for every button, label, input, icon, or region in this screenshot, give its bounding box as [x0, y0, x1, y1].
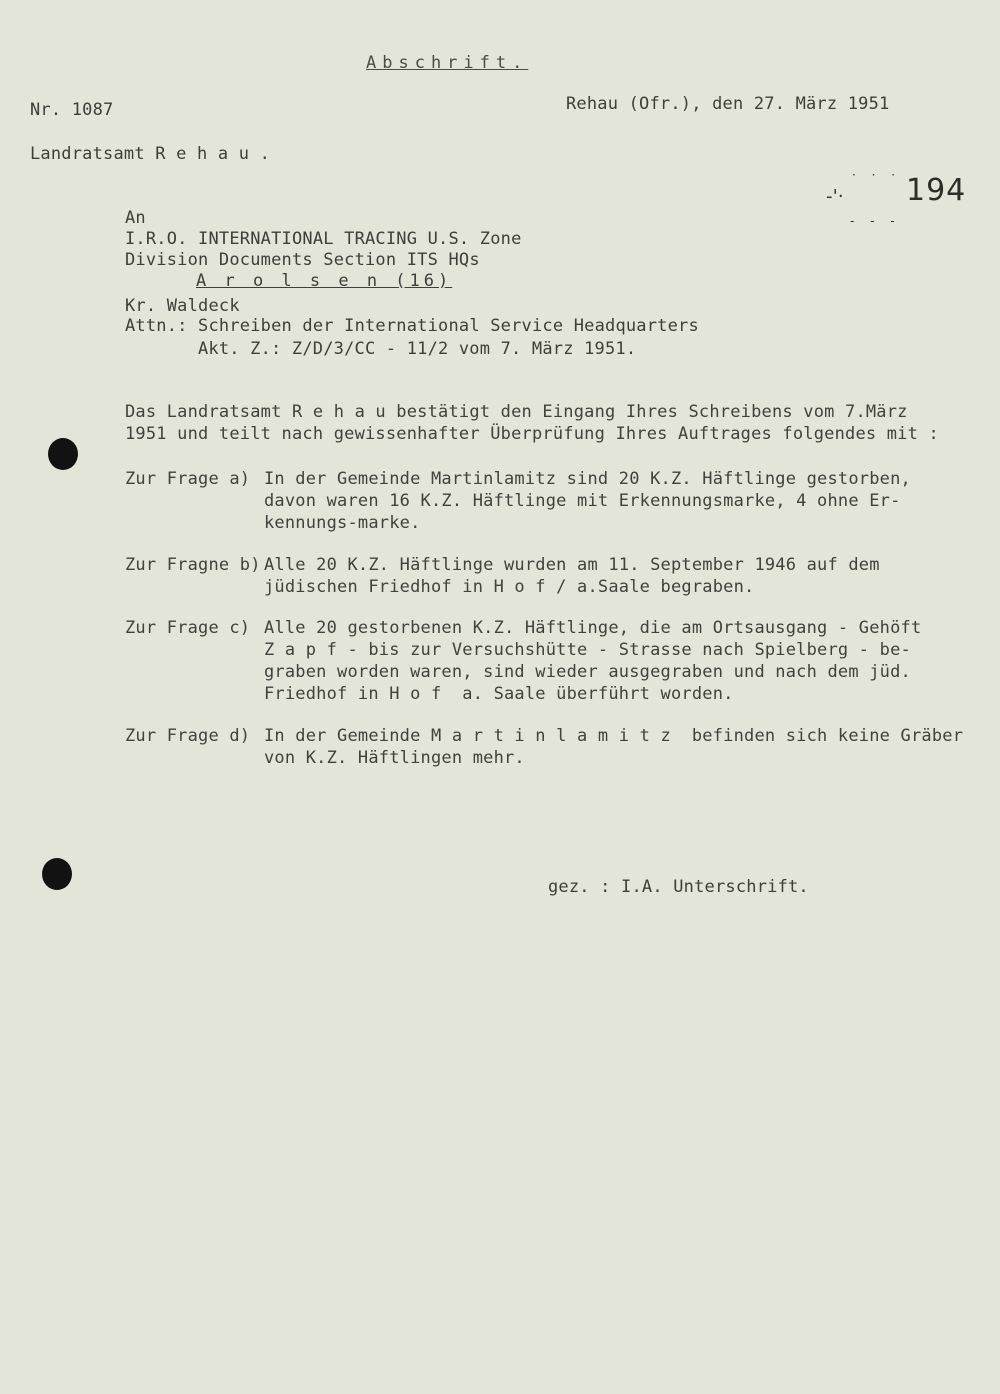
question-d-label: Zur Frage d) [125, 726, 251, 746]
address-line-2: Division Documents Section ITS HQs [125, 250, 480, 270]
address-city: A r o l s e n (16) [196, 271, 453, 291]
document-title: Abschrift. [366, 53, 529, 73]
question-a-line-3: kennungs-marke. [264, 513, 421, 533]
question-d-line-1: In der Gemeinde M a r t i n l a m i t z befinden sich keine Gräber [264, 726, 964, 746]
archive-mark: -'· [826, 186, 844, 207]
page-number-stamp: 194 [906, 173, 967, 208]
question-a-line-2: davon waren 16 K.Z. Häftlinge mit Erkennungsmarke, 4 ohne Er- [264, 491, 901, 511]
intro-line-1: Das Landratsamt R e h a u bestätigt den Eingang Ihres Schreibens vom 7.März [125, 402, 908, 422]
question-c-line-3: graben worden waren, sind wieder ausgegraben und nach dem jüd. [264, 662, 911, 682]
archive-dots-bottom: - - - [850, 214, 901, 228]
address-district: Kr. Waldeck [125, 296, 240, 316]
document-number: Nr. 1087 [30, 100, 114, 120]
question-a-line-1: In der Gemeinde Martinlamitz sind 20 K.Z. Häftlinge gestorben, [264, 469, 911, 489]
question-c-label: Zur Frage c) [125, 618, 251, 638]
punch-hole-top [48, 438, 78, 470]
question-c-line-4: Friedhof in H o f a. Saale überführt worden. [264, 684, 734, 704]
question-b-label: Zur Fragne b) [125, 555, 261, 575]
question-a-label: Zur Frage a) [125, 469, 251, 489]
sender: Landratsamt R e h a u . [30, 144, 271, 164]
question-c-line-2: Z a p f - bis zur Versuchshütte - Strasse nach Spielberg - be- [264, 640, 911, 660]
address-to: An [125, 208, 146, 228]
place-date: Rehau (Ofr.), den 27. März 1951 [566, 94, 890, 114]
signature: gez. : I.A. Unterschrift. [548, 877, 809, 897]
reference-line: Akt. Z.: Z/D/3/CC - 11/2 vom 7. März 1951. [198, 339, 637, 359]
question-d-line-2: von K.Z. Häftlingen mehr. [264, 748, 525, 768]
punch-hole-bottom [42, 858, 72, 890]
question-c-line-1: Alle 20 gestorbenen K.Z. Häftlinge, die am Ortsausgang - Gehöft [264, 618, 922, 638]
archive-dots-top: · · · [852, 168, 902, 182]
question-b-line-2: jüdischen Friedhof in H o f / a.Saale begraben. [264, 577, 755, 597]
question-b-line-1: Alle 20 K.Z. Häftlinge wurden am 11. September 1946 auf dem [264, 555, 880, 575]
attention-line: Attn.: Schreiben der International Service Headquarters [125, 316, 699, 336]
address-line-1: I.R.O. INTERNATIONAL TRACING U.S. Zone [125, 229, 522, 249]
intro-line-2: 1951 und teilt nach gewissenhafter Überprüfung Ihres Auftrages folgendes mit : [125, 424, 939, 444]
